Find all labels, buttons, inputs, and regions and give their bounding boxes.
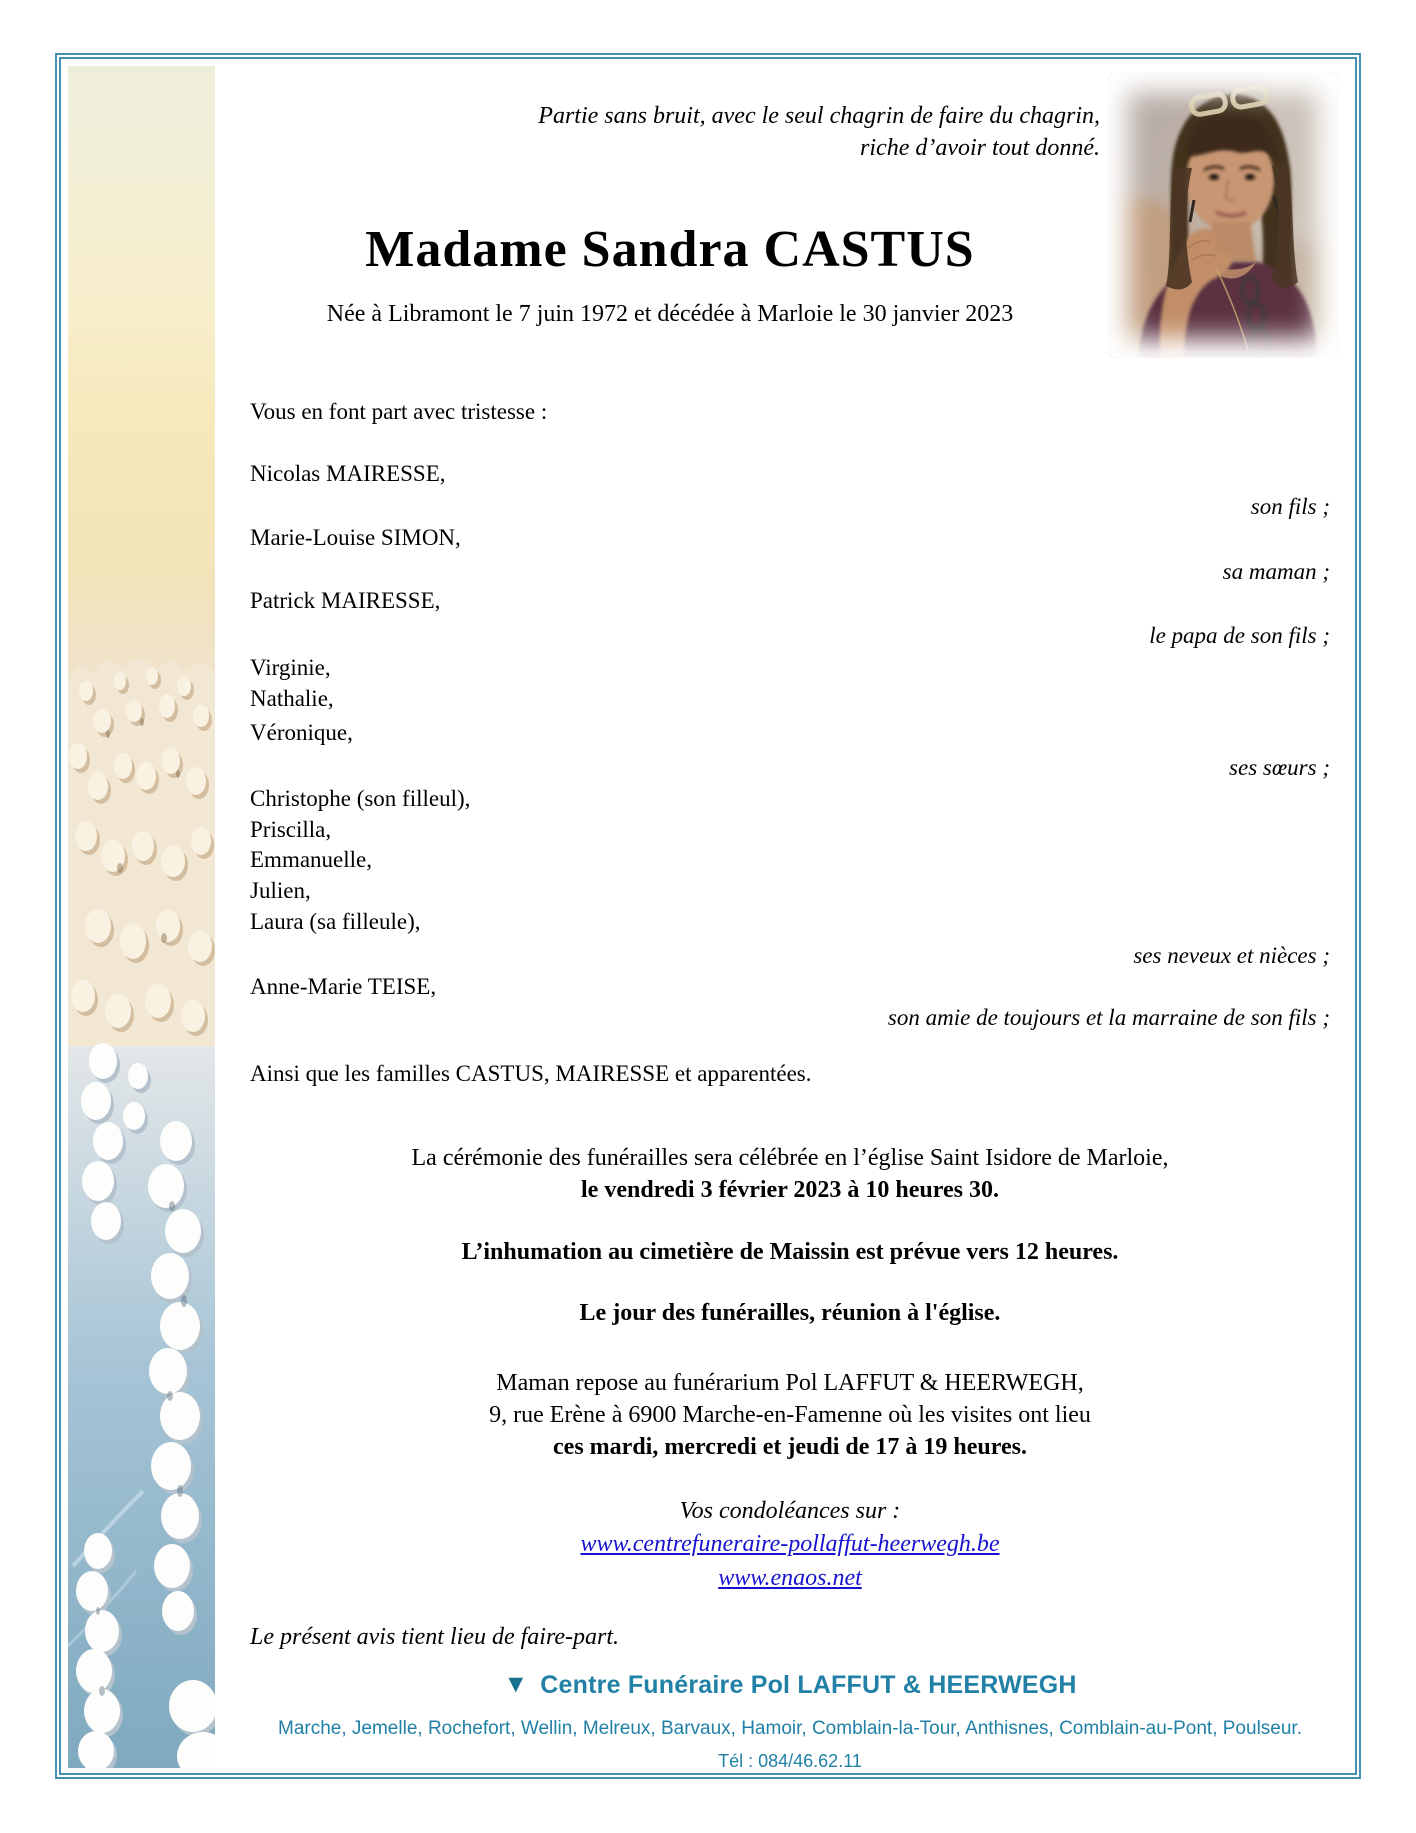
ceremony-line: La cérémonie des funérailles sera célébrée en l’église Saint Isidore de Marloie, <box>411 1145 1169 1171</box>
condolences-link-2[interactable]: www.enaos.net <box>718 1565 862 1591</box>
family-name: Anne-Marie TEISE, <box>250 974 437 999</box>
winter-landscape-art <box>68 66 215 1768</box>
ceremony-datetime: le vendredi 3 février 2023 à 10 heures 30. <box>581 1177 999 1203</box>
family-name: Virginie, <box>250 655 331 680</box>
family-name: Priscilla, <box>250 817 332 842</box>
down-triangle-icon: ▼ <box>503 1670 529 1698</box>
family-name: Julien, <box>250 878 311 903</box>
notice-line: Le présent avis tient lieu de faire-part. <box>250 1624 620 1650</box>
family-name: Emmanuelle, <box>250 847 372 872</box>
condolences-link-1[interactable]: www.centrefuneraire-pollaffut-heerwegh.be <box>580 1531 1000 1557</box>
portrait-photo <box>1108 72 1338 358</box>
families-line: Ainsi que les familles CASTUS, MAIRESSE et apparentées. <box>250 1061 812 1086</box>
funeral-home-title <box>250 1670 1330 1700</box>
winter-landscape-photo <box>68 66 215 1768</box>
life-dates: Née à Libramont le 7 juin 1972 et décédée à Marloie le 30 janvier 2023 <box>326 301 1014 327</box>
family-relation: son fils ; <box>1250 494 1330 519</box>
visiting-hours-line: ces mardi, mercredi et jeudi de 17 à 19 heures. <box>553 1434 1027 1460</box>
condolences-link-row <box>250 1529 1330 1559</box>
gathering-line: Le jour des funérailles, réunion à l'église. <box>579 1300 1001 1326</box>
quote-line-2: riche d’avoir tout donné. <box>860 135 1100 161</box>
opening-quote <box>240 100 1100 164</box>
family-relation: son amie de toujours et la marraine de son fils ; <box>887 1005 1330 1030</box>
family-relation: le papa de son fils ; <box>1149 623 1330 648</box>
family-name: Marie-Louise SIMON, <box>250 525 461 550</box>
family-name: Laura (sa filleule), <box>250 909 421 934</box>
repose-address-line: 9, rue Erène à 6900 Marche-en-Famenne où les visites ont lieu <box>489 1402 1091 1428</box>
family-name: Nathalie, <box>250 686 334 711</box>
quote-line-1: Partie sans bruit, avec le seul chagrin de faire du chagrin, <box>538 103 1100 129</box>
repose-line: Maman repose au funérarium Pol LAFFUT & HEERWEGH, <box>496 1370 1084 1396</box>
condolences-link-row <box>250 1563 1330 1593</box>
family-relation: ses neveux et nièces ; <box>1133 943 1330 968</box>
burial-line: L’inhumation au cimetière de Maissin est prévue vers 12 heures. <box>461 1239 1119 1265</box>
portrait-art <box>1108 72 1338 358</box>
announcement-intro: Vous en font part avec tristesse : <box>250 399 548 424</box>
family-name: Patrick MAIRESSE, <box>250 588 441 613</box>
page-title: Madame Sandra CASTUS <box>365 221 975 278</box>
condolences-label: Vos condoléances sur : <box>679 1498 901 1524</box>
funeral-home-locations: Marche, Jemelle, Rochefort, Wellin, Melreux, Barvaux, Hamoir, Comblain-la-Tour, Anthisnes, Comblain-au-Pont, Poulseur. <box>278 1718 1302 1739</box>
family-name: Christophe (son filleul), <box>250 786 471 811</box>
family-name: Véronique, <box>250 720 353 745</box>
family-relation: ses sœurs ; <box>1229 755 1330 780</box>
funeral-home-phone: Tél : 084/46.62.11 <box>718 1751 862 1771</box>
family-relation: sa maman ; <box>1222 559 1330 584</box>
family-name: Nicolas MAIRESSE, <box>250 461 446 486</box>
funeral-home-name: Centre Funéraire Pol LAFFUT & HEERWEGH <box>540 1671 1077 1699</box>
